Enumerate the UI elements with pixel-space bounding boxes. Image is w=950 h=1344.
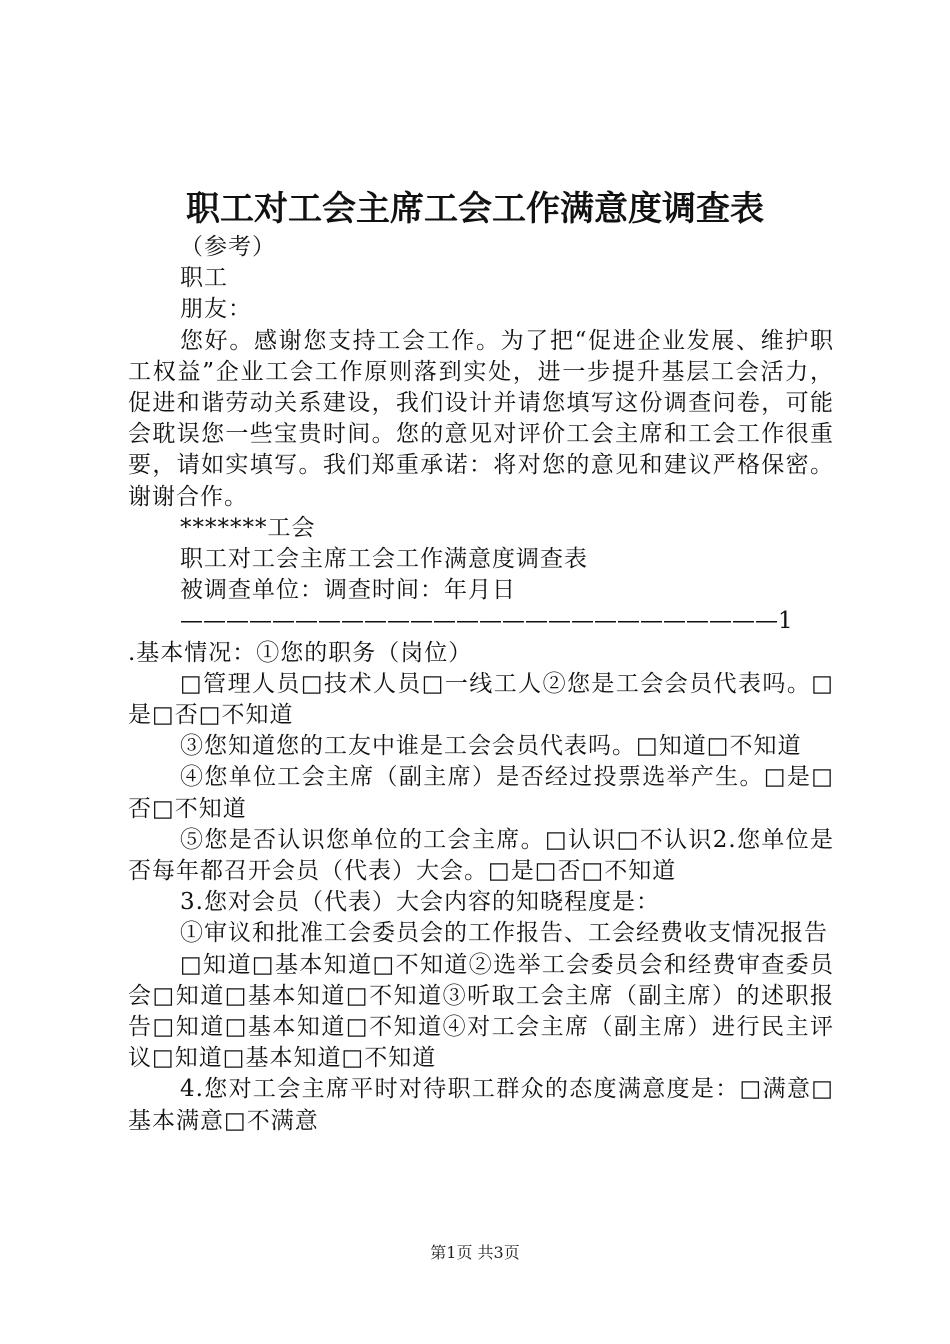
intro-paragraph: 您好。感谢您支持工会工作。为了把“促进企业发展、维护职工权益”企业工会工作原则落到实处，进一步提升基层工会活力，促进和谐劳动关系建设，我们设计并请您填写这份调查问卷，可能会耽误您一些宝贵时间。您的意见对评价工会主席和工会工作很重要，请如实填写。我们郑重承诺：将对您的意见和建议严格保密。谢谢合作。 xyxy=(128,327,834,510)
question-4: 4.您对工会主席平时对待职工群众的态度满意度是：□满意□基本满意□不满意 xyxy=(128,1076,834,1134)
question-1-item-4: ④您单位工会主席（副主席）是否经过投票选举产生。□是□否□不知道 xyxy=(128,764,834,822)
document-body xyxy=(128,232,834,1137)
document-title: 职工对工会主席工会工作满意度调查表 xyxy=(186,189,764,229)
separator-line: ——————————————————————————1 xyxy=(180,608,793,635)
survey-meta-line: 被调查单位：调查时间：年月日 xyxy=(180,577,516,604)
question-3-item-1: ①审议和批准工会委员会的工作报告、工会经费收支情况报告 xyxy=(180,920,828,947)
page-footer: 第1页 共3页 xyxy=(430,1243,520,1262)
union-signature: *******工会 xyxy=(180,514,316,541)
salutation-line-1: 职工 xyxy=(180,265,228,292)
form-subtitle: 职工对工会主席工会工作满意度调查表 xyxy=(180,546,588,573)
question-3-heading: 3.您对会员（代表）大会内容的知晓程度是： xyxy=(180,889,660,916)
question-1-item-5-and-question-2: ⑤您是否认识您单位的工会主席。□认识□不认识2.您单位是否每年都召开会员（代表）大会。□是□否□不知道 xyxy=(128,826,834,885)
basic-info-heading: .基本情况：①您的职务（岗位） xyxy=(128,639,473,666)
question-3-options: □知道□基本知道□不知道②选举工会委员会和经费审查委员会□知道□基本知道□不知道③听取工会主席（副主席）的述职报告□知道□基本知道□不知道④对工会主席（副主席）进行民主评议□知道□基本知道□不知道 xyxy=(128,951,834,1072)
salutation-line-2: 朋友： xyxy=(180,296,252,323)
question-1-options: □管理人员□技术人员□一线工人②您是工会会员代表吗。□是□否□不知道 xyxy=(128,670,834,729)
reference-note: （参考） xyxy=(180,234,276,260)
question-1-item-3: ③您知道您的工友中谁是工会会员代表吗。□知道□不知道 xyxy=(180,733,802,760)
